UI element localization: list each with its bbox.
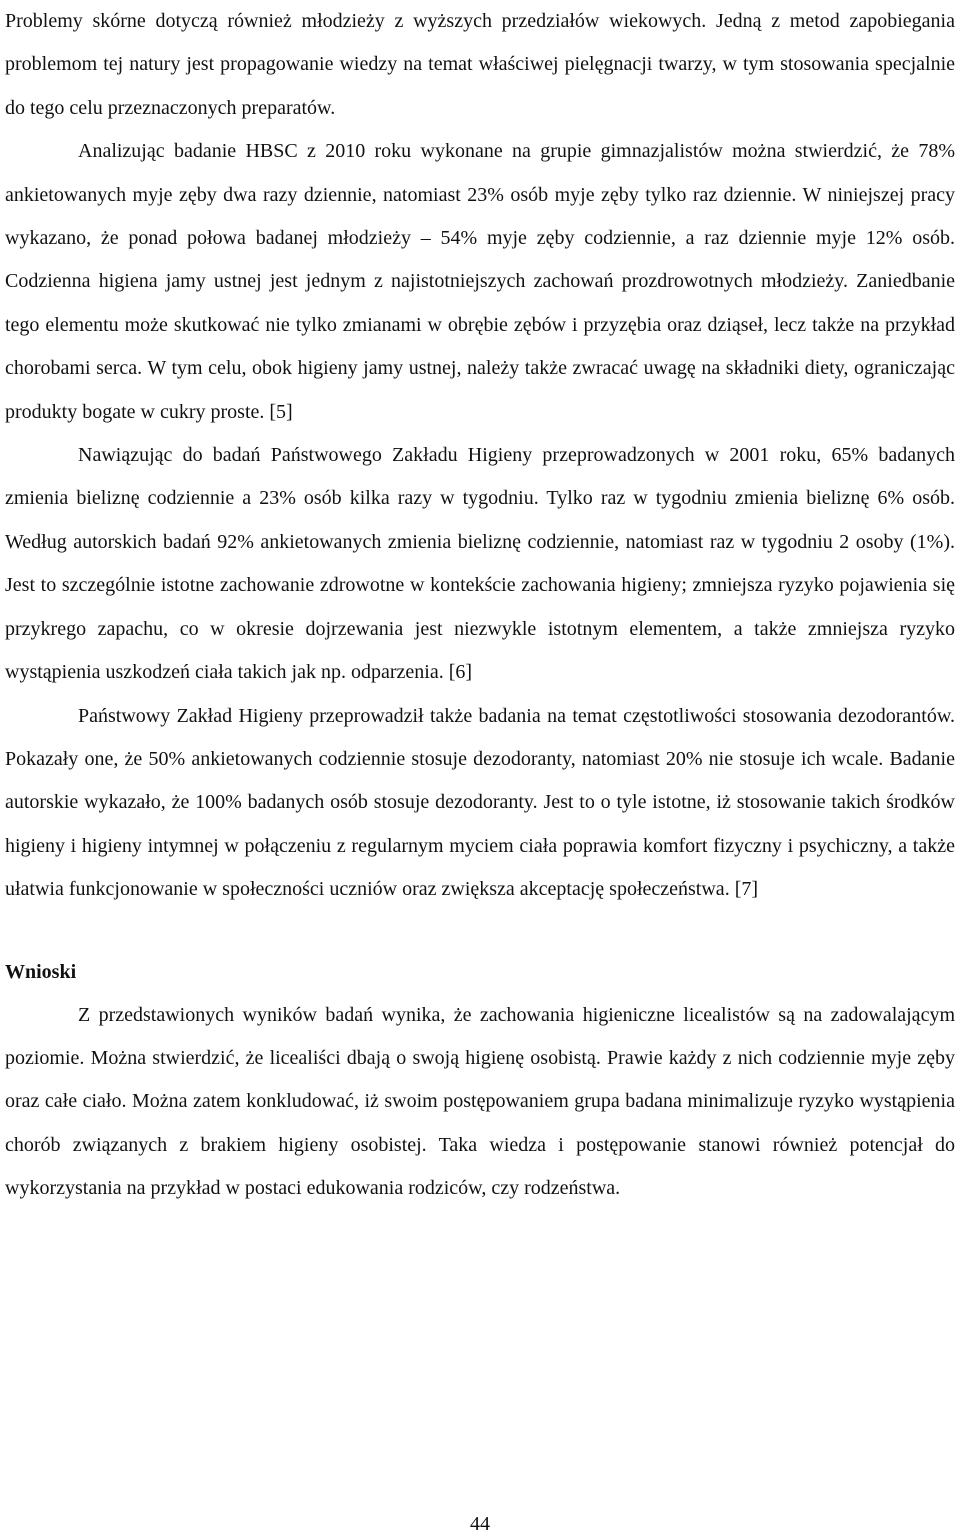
document-page <box>5 0 955 1211</box>
page-number: 44 <box>470 1513 490 1535</box>
conclusions-heading: Wnioski <box>5 960 77 983</box>
paragraph-deodorants: Państwowy Zakład Higieny przeprowadził także badania na temat częstotliwości stosowania dezodorantów. Pokazały one, że 50% ankietowanych codziennie stosuje dezodoranty, natomiast 20% nie stosuje ich wcale. Badanie autorskie wykazało, że 100% badanych osób stosuje dezodoranty. Jest to o tyle istotne, iż stosowanie takich środków higieny i higieny intymnej w połączeniu z regularnym myciem ciała poprawia komfort fizyczny i psychiczny, a także ułatwia funkcjonowanie w społeczności uczniów oraz zwiększa akceptację społeczeństwa. [7] <box>5 704 955 901</box>
section-gap <box>5 912 955 951</box>
paragraph-skin-problems: Problemy skórne dotyczą również młodzieży z wyższych przedziałów wiekowych. Jedną z metod zapobiegania problemom tej natury jest propagowanie wiedzy na temat właściwej pielęgnacji twarzy, w tym stosowania specjalnie do tego celu przeznaczonych preparatów. <box>5 10 955 119</box>
paragraph-conclusions: Z przedstawionych wyników badań wynika, że zachowania higieniczne licealistów są na zadowalającym poziomie. Można stwierdzić, że licealiści dbają o swoją higienę osobistą. Prawie każdy z nich codziennie myje zęby oraz całe ciało. Można zatem konkludować, iż swoim postępowaniem grupa badana minimalizuje ryzyko wystąpienia chorób związanych z brakiem higieny osobistej. Taka wiedza i postępowanie stanowi również potencjał do wykorzystania na przykład w postaci edukowania rodziców, czy rodzeństwa. <box>5 1003 955 1200</box>
paragraph-underwear-change: Nawiązując do badań Państwowego Zakładu Higieny przeprowadzonych w 2001 roku, 65% badanych zmienia bieliznę codziennie a 23% osób kilka razy w tygodniu. Tylko raz w tygodniu zmienia bieliznę 6% osób. Według autorskich badań 92% ankietowanych zmienia bieliznę codziennie, natomiast raz w tygodniu 2 osoby (1%). Jest to szczególnie istotne zachowanie zdrowotne w kontekście zachowania higieny; zmniejsza ryzyko pojawienia się przykrego zapachu, co w okresie dojrzewania jest niezwykle istotnym elementem, a także zmniejsza ryzyko wystąpienia uszkodzeń ciała takich jak np. odparzenia. [6] <box>5 444 955 684</box>
paragraph-oral-hygiene: Analizując badanie HBSC z 2010 roku wykonane na grupie gimnazjalistów można stwierdzić, że 78% ankietowanych myje zęby dwa razy dziennie, natomiast 23% osób myje zęby tylko raz dziennie. W niniejszej pracy wykazano, że ponad połowa badanej młodzieży – 54% myje zęby codziennie, a raz dziennie myje 12% osób. Codzienna higiena jamy ustnej jest jednym z najistotniejszych zachowań prozdrowotnych młodzieży. Zaniedbanie tego elementu może skutkować nie tylko zmianami w obrębie zębów i przyzębia oraz dziąseł, lecz także na przykład chorobami serca. W tym celu, obok higieny jamy ustnej, należy także zwracać uwagę na składniki diety, ograniczając produkty bogate w cukry proste. [5] <box>5 140 955 423</box>
